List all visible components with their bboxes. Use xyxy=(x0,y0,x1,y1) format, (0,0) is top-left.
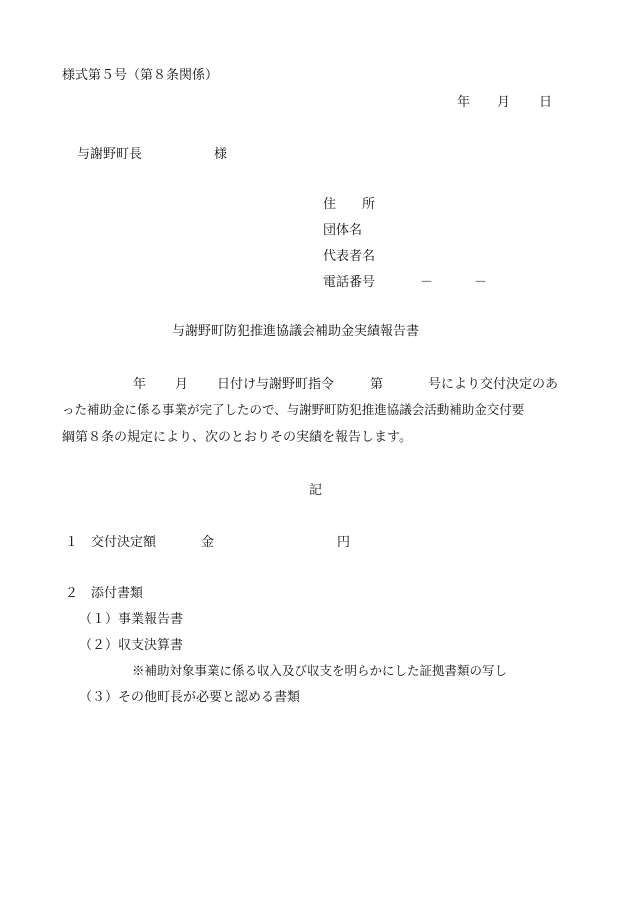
date-day-label: 日 xyxy=(539,95,553,110)
addressee-honorific: 様 xyxy=(214,147,228,162)
body-number-prefix: 第 xyxy=(370,377,384,392)
body-line2: った補助金に係る事業が完了したので、与謝野町防犯推進協議会活動補助金交付要 xyxy=(62,402,525,417)
item2-sub2: （２）収支決算書 xyxy=(79,638,184,653)
phone-dash-1: － xyxy=(420,275,434,290)
body-dated-prefix: 日付け与謝野町指令 xyxy=(217,377,335,392)
item1-currency-prefix: 金 xyxy=(201,535,215,550)
ki-heading: 記 xyxy=(309,483,323,498)
item1-currency-suffix: 円 xyxy=(337,535,351,550)
group-name-label: 団体名 xyxy=(323,223,363,238)
address-label: 住 所 xyxy=(323,197,376,212)
item2-sub1: （１）事業報告書 xyxy=(79,612,184,627)
item1-label: 交付決定額 xyxy=(91,535,157,550)
addressee-name: 与謝野町長 xyxy=(77,147,143,162)
item2-label: 添付書類 xyxy=(91,586,144,601)
item2-sub3: （３）その他町長が必要と認める書類 xyxy=(79,690,301,705)
body-month-label: 月 xyxy=(175,377,189,392)
document-title: 与謝野町防犯推進協議会補助金実績報告書 xyxy=(172,324,420,339)
date-month-label: 月 xyxy=(497,95,511,110)
date-year-label: 年 xyxy=(457,95,471,110)
form-number: 様式第５号（第８条関係） xyxy=(62,68,219,83)
representative-label: 代表者名 xyxy=(323,249,376,264)
body-year-label: 年 xyxy=(133,377,147,392)
body-line1-rest: 号により交付決定のあ xyxy=(428,377,559,392)
phone-dash-2: － xyxy=(474,275,488,290)
body-line3: 綱第８条の規定により、次のとおりその実績を報告します。 xyxy=(62,430,412,445)
item1-number: １ xyxy=(65,535,79,550)
item2-note: ※補助対象事業に係る収入及び収支を明らかにした証拠書類の写し xyxy=(132,663,508,678)
item2-number: ２ xyxy=(65,586,79,601)
phone-label: 電話番号 xyxy=(323,275,376,290)
